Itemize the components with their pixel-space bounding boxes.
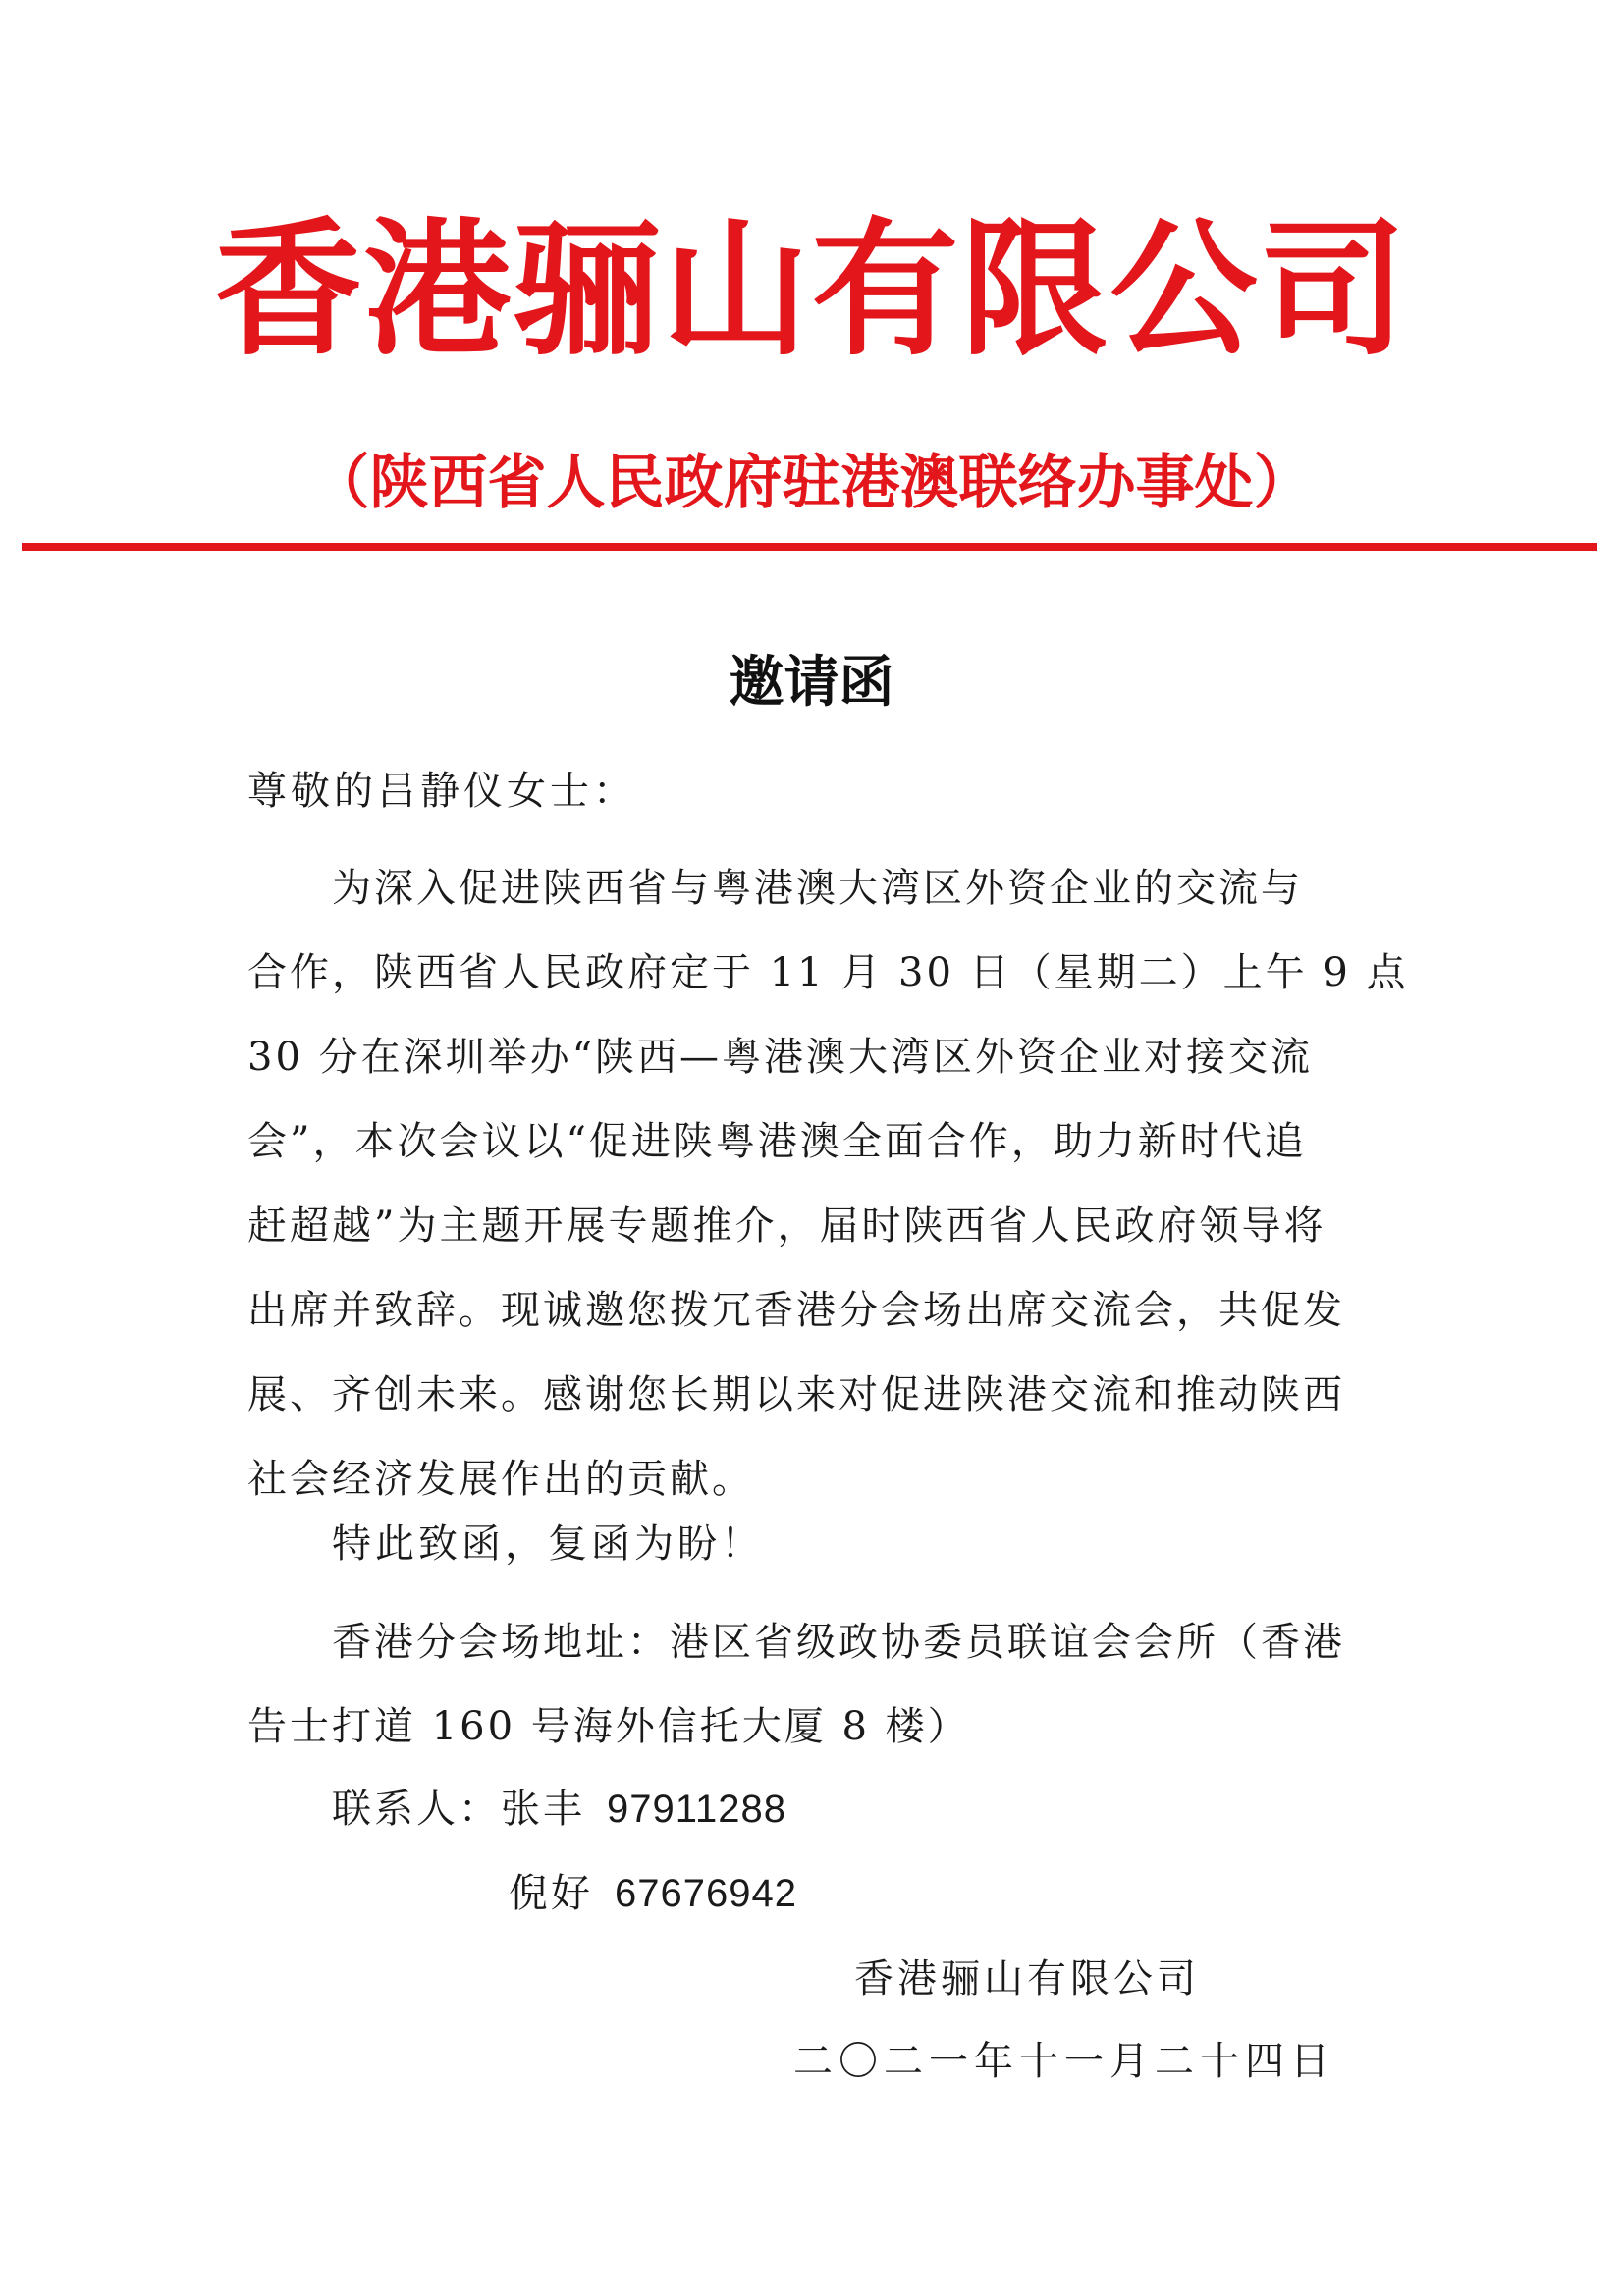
contact-row <box>332 1782 786 1837</box>
contact-name: 倪好 <box>509 1871 593 1916</box>
letterhead-subtitle: （陕西省人民政府驻港澳联络办事处） <box>310 449 1313 517</box>
body-line: 合作，陕西省人民政府定于 11 月 30 日（星期二）上午 9 点 <box>247 950 1409 995</box>
salutation: 尊敬的吕静仪女士： <box>247 769 636 814</box>
body-line: 社会经济发展作出的贡献。 <box>247 1457 754 1502</box>
contact-phone: 67676942 <box>615 1872 797 1915</box>
body-line: 为深入促进陕西省与粤港澳大湾区外资企业的交流与 <box>332 866 1303 911</box>
closing-remark: 特此致函，复函为盼！ <box>332 1522 764 1567</box>
address-line: 告士打道 160 号海外信托大厦 8 楼） <box>247 1704 970 1749</box>
body-line: 展、齐创未来。感谢您长期以来对促进陕港交流和推动陕西 <box>247 1372 1345 1417</box>
body-line: 出席并致辞。现诚邀您拨冗香港分会场出席交流会，共促发 <box>247 1288 1345 1333</box>
signature-date: 二〇二一年十一月二十四日 <box>793 2039 1335 2084</box>
body-line: 赶超越”为主题开展专题推介，届时陕西省人民政府领导将 <box>247 1203 1326 1249</box>
contact-name: 张丰 <box>501 1787 585 1832</box>
contact-phone: 97911288 <box>607 1788 786 1831</box>
document-title: 邀请函 <box>729 650 894 715</box>
letterhead-company-name: 香港骊山有限公司 <box>214 203 1409 376</box>
body-line: 会”，本次会议以“促进陕粤港澳全面合作，助力新时代追 <box>247 1119 1307 1164</box>
letterhead-divider <box>22 543 1597 551</box>
venue-address <box>247 1600 1377 1769</box>
contact-row <box>332 1866 797 1921</box>
contact-label: 联系人： <box>332 1787 501 1832</box>
body-line: 30 分在深圳举办“陕西—粤港澳大湾区外资企业对接交流 <box>247 1035 1314 1080</box>
letter-body <box>247 846 1409 1522</box>
signature-company: 香港骊山有限公司 <box>854 1956 1200 2002</box>
address-line: 香港分会场地址：港区省级政协委员联谊会会所（香港 <box>332 1620 1345 1665</box>
